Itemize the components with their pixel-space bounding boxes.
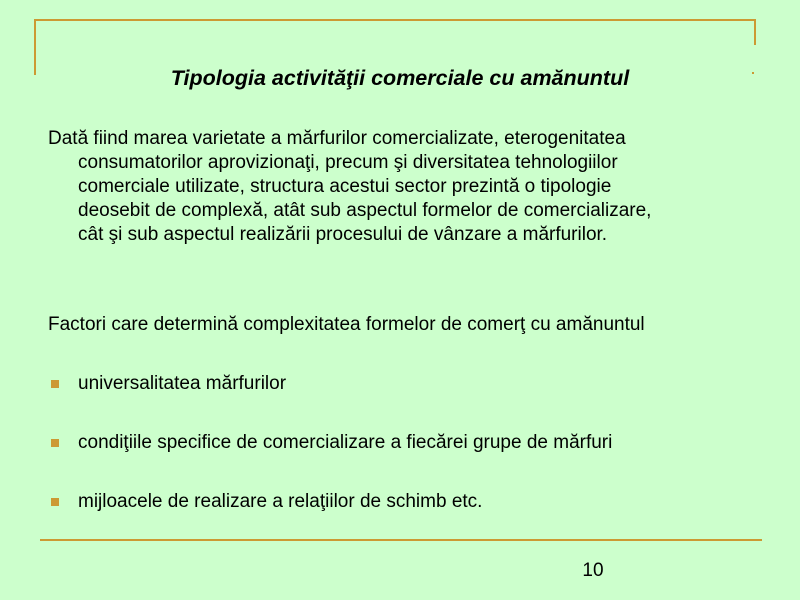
intro-line: comerciale utilizate, structura acestui sector prezintă o tipologie	[78, 176, 612, 197]
slide-title: Tipologia activităţii comerciale cu amănuntul	[170, 66, 630, 90]
bullet-item	[48, 490, 768, 514]
right-divider-line	[754, 19, 756, 45]
square-bullet-icon	[51, 498, 59, 506]
square-bullet-icon	[51, 380, 59, 388]
intro-line: consumatorilor aprovizionaţi, precum şi diversitatea tehnologiilor	[78, 152, 618, 173]
page-number: 10	[582, 560, 604, 581]
intro-line: Dată fiind marea varietate a mărfurilor comercializate, eterogenitatea	[48, 128, 626, 149]
bullet-item	[48, 431, 768, 455]
intro-line: cât şi sub aspectul realizării procesului de vânzare a mărfurilor.	[78, 224, 608, 245]
intro-paragraph	[48, 127, 768, 247]
bullet-text: universalitatea mărfurilor	[78, 373, 287, 394]
bullet-text: condiţiile specifice de comercializare a fiecărei grupe de mărfuri	[78, 432, 613, 453]
factors-heading: Factori care determină complexitatea formelor de comerţ cu amănuntul	[48, 314, 645, 335]
square-bullet-icon	[51, 439, 59, 447]
bullet-text: mijloacele de realizare a relaţiilor de schimb etc.	[78, 491, 483, 512]
bullet-item	[48, 372, 768, 396]
bottom-divider-line	[40, 539, 762, 541]
intro-line: deosebit de complexă, atât sub aspectul formelor de comercializare,	[78, 200, 652, 221]
top-divider-line	[35, 19, 756, 21]
